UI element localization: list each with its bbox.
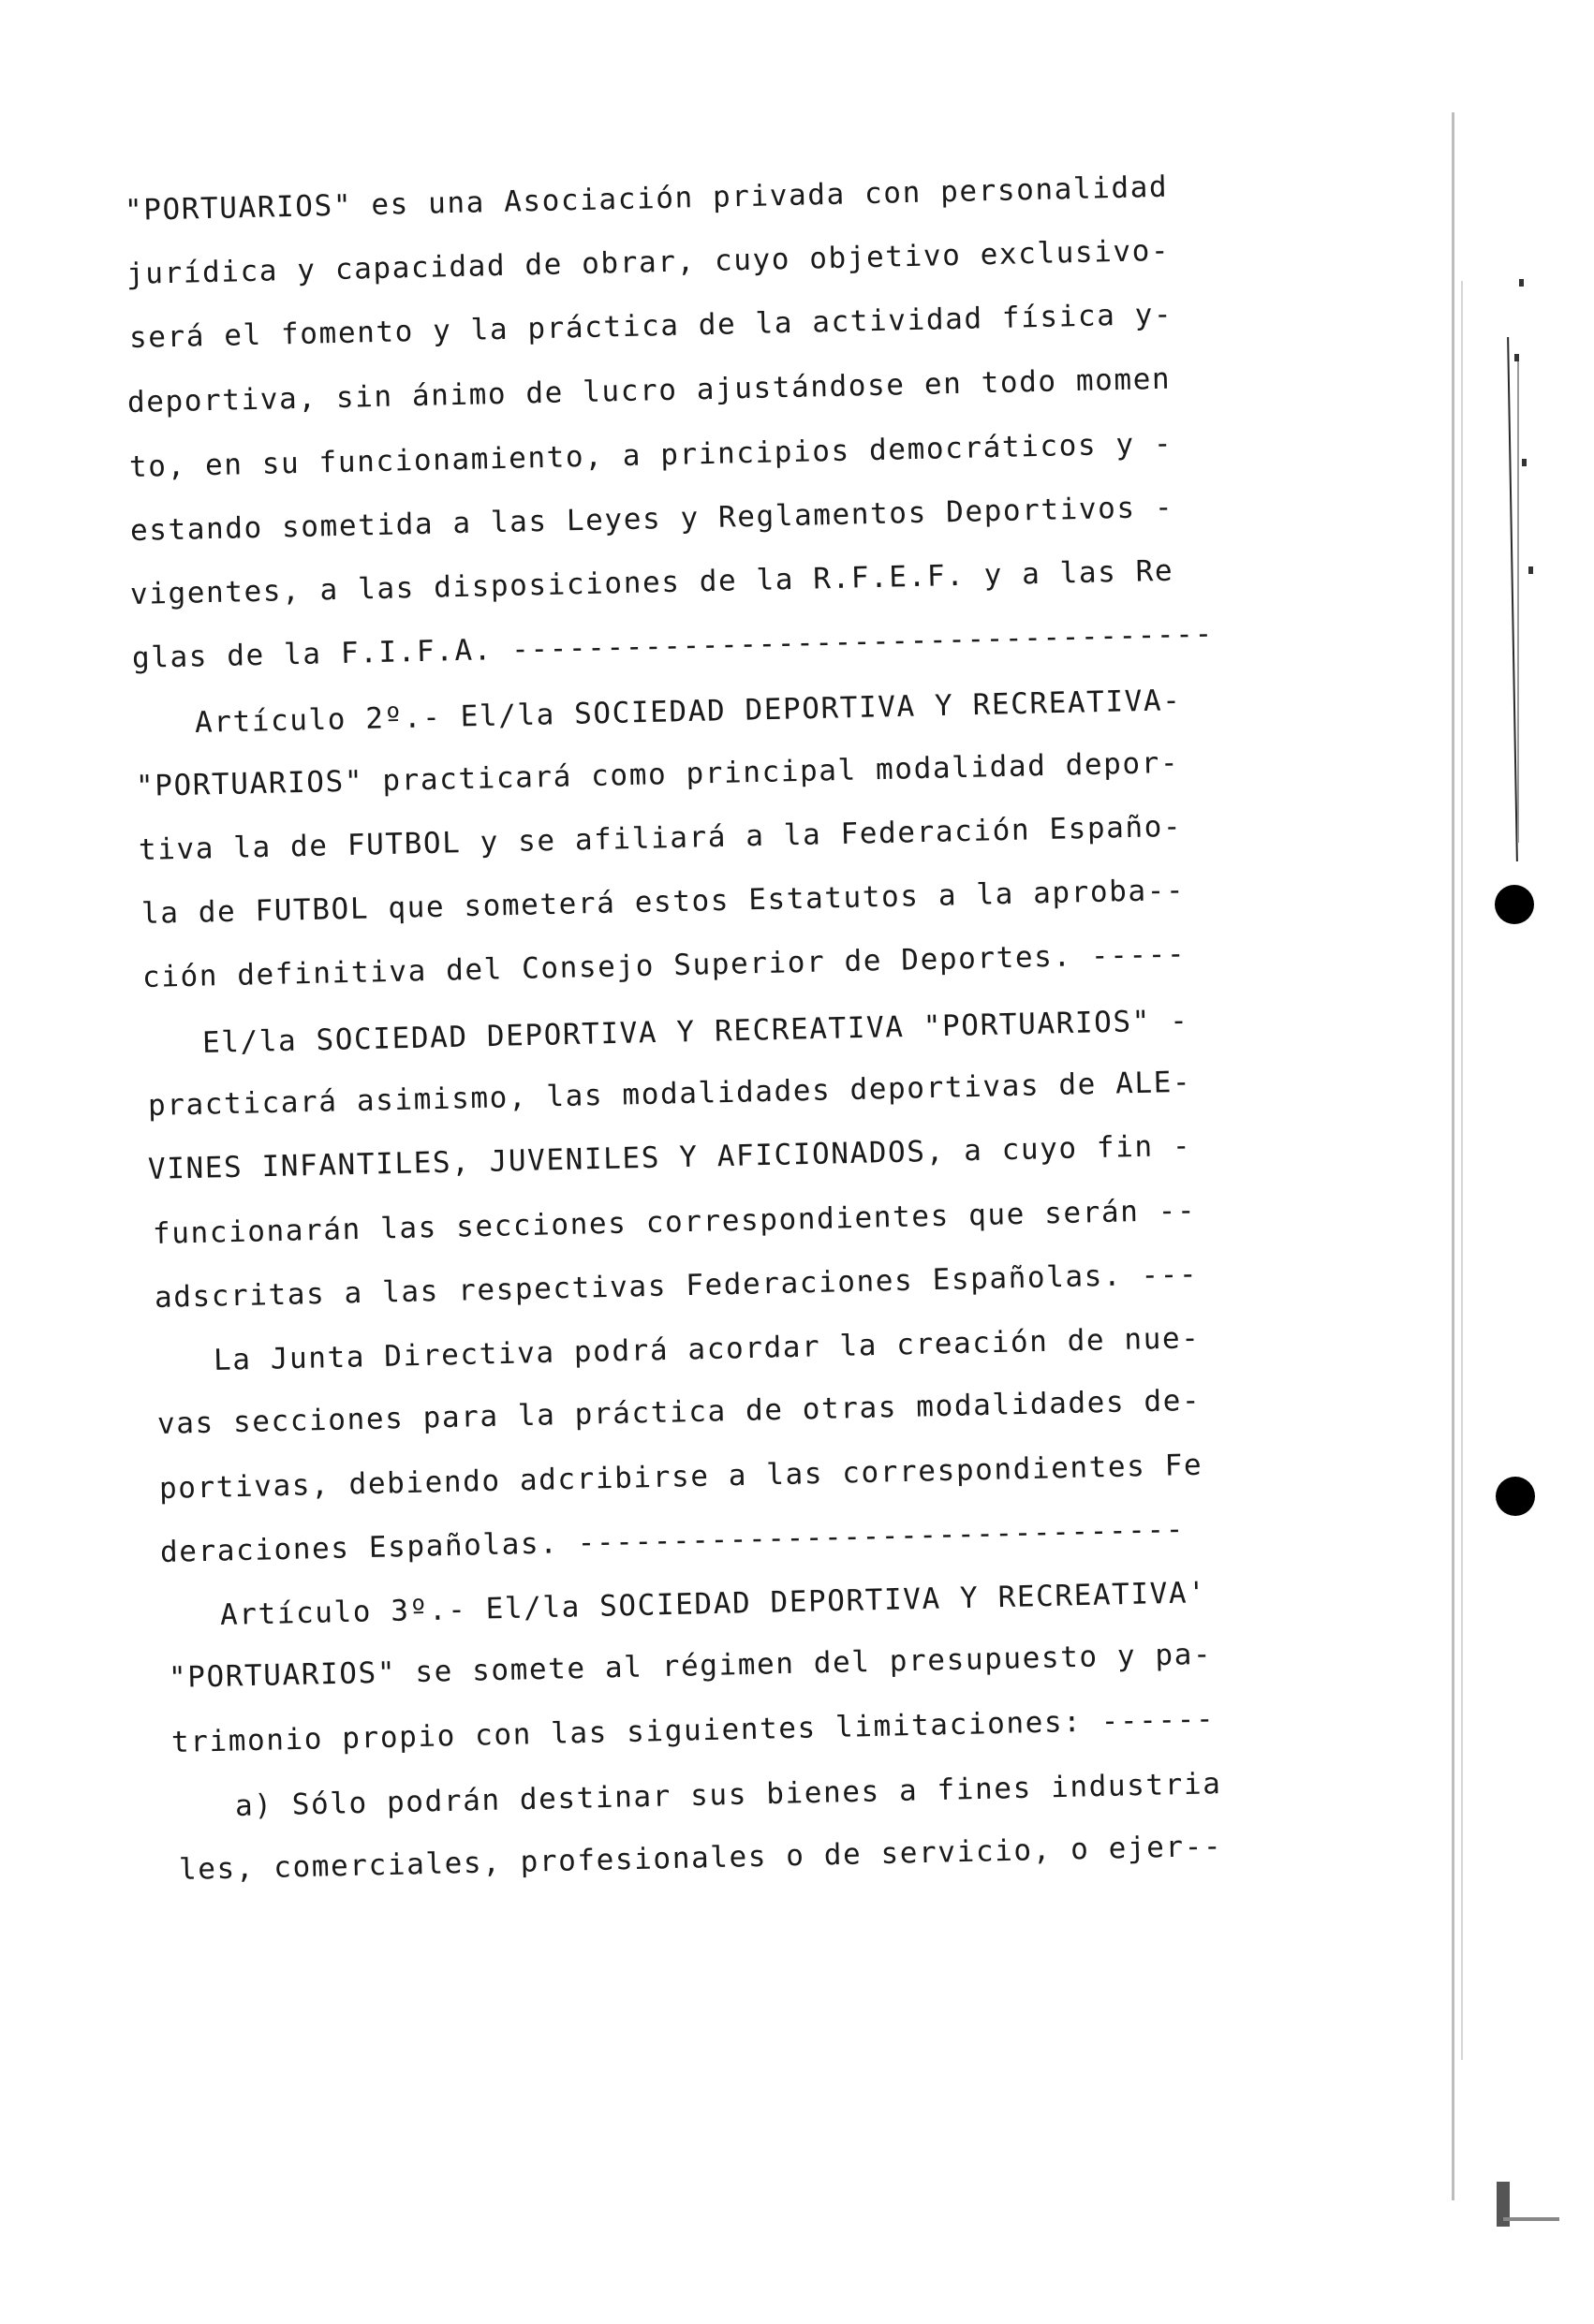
scan-speck [1522, 459, 1527, 466]
text-line: VINES INFANTILES, JUVENILES Y AFICIONADOS, a cuyo fin - [147, 1128, 1192, 1186]
text-line: portivas, debiendo adcribirse a las correspondientes Fe [158, 1448, 1203, 1506]
text-line: les, comerciales, profesionales o de servicio, o ejer-- [178, 1829, 1223, 1887]
text-line: jurídica y capacidad de obrar, cuyo objetivo exclusivo- [125, 233, 1171, 291]
text-line: funcionarán las secciones correspondientes que serán -- [152, 1193, 1197, 1251]
text-line: ción definitiva del Consejo Superior de Deportes. ----- [141, 936, 1187, 994]
text-line: "PORTUARIOS" practicará como principal modalidad depor- [135, 745, 1180, 803]
text-line: estando sometida a las Leyes y Reglamentos Deportivos - [129, 490, 1174, 548]
text-line: adscritas a las respectivas Federaciones Españolas. --- [154, 1257, 1199, 1315]
text-line: La Junta Directiva podrá acordar la creación de nue- [213, 1321, 1201, 1377]
scan-smudge [1503, 2217, 1559, 2221]
scan-speck [1519, 279, 1524, 287]
text-line: a) Sólo podrán destinar sus bienes a fines industria [234, 1767, 1222, 1823]
text-line: "PORTUARIOS" es una Asociación privada con personalidad [124, 169, 1169, 228]
text-line: vas secciones para la práctica de otras modalidades de- [156, 1383, 1202, 1441]
text-line: El/la SOCIEDAD DEPORTIVA Y RECREATIVA "PORTUARIOS" - [201, 1004, 1189, 1060]
scan-speck [1514, 354, 1519, 361]
margin-rule [1517, 356, 1519, 843]
page-edge-shadow [1452, 112, 1454, 2200]
article-heading-line: Artículo 2º.- El/la SOCIEDAD DEPORTIVA Y RECREATIVA- [194, 684, 1182, 740]
text-line: to, en su funcionamiento, a principios democráticos y - [128, 426, 1173, 484]
text-line: trimonio propio con las siguientes limitaciones: ------ [170, 1701, 1216, 1759]
scan-speck [1528, 566, 1533, 574]
article-heading-line: Artículo 3º.- El/la SOCIEDAD DEPORTIVA Y RECREATIVA' [219, 1576, 1207, 1632]
text-line: vigentes, a las disposiciones de la R.F.E.F. y a las Re [129, 553, 1174, 611]
text-line: será el fomento y la práctica de la actividad física y- [128, 297, 1173, 355]
punch-hole [1496, 1477, 1535, 1516]
text-line: deportiva, sin ánimo de lucro ajustándose en todo momen [126, 361, 1172, 419]
text-line: tiva la de FUTBOL y se afiliará a la Federación Españo- [138, 809, 1183, 867]
page-edge-shadow [1461, 281, 1463, 2060]
punch-hole [1495, 885, 1534, 924]
text-line: practicará asimismo, las modalidades deportivas de ALE- [147, 1065, 1192, 1123]
text-line: glas de la F.I.F.A. ------------------------------------- [131, 616, 1215, 675]
text-line: deraciones Españolas. -------------------------------- [159, 1512, 1186, 1569]
text-line: "PORTUARIOS" se somete al régimen del presupuesto y pa- [168, 1637, 1213, 1695]
text-line: la de FUTBOL que someterá estos Estatutos a la aproba-- [140, 873, 1186, 931]
